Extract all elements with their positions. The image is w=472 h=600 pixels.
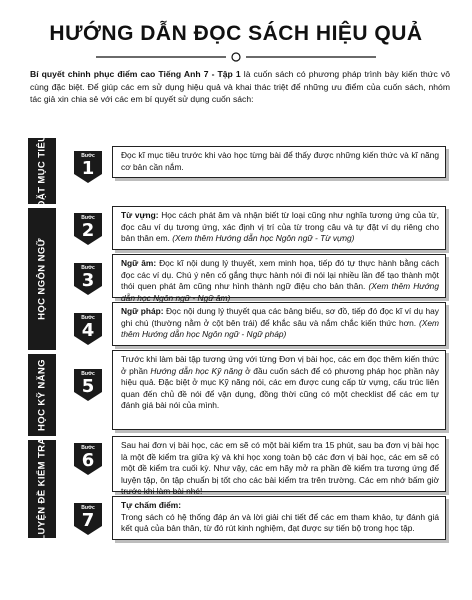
section-label: ĐẶT MỤC TIÊU (36, 134, 48, 208)
step-number: 6 (81, 450, 95, 471)
section-band-language (28, 208, 56, 350)
step-5-box (112, 350, 446, 430)
step-6-text: Sau hai đơn vị bài học, các em sẽ có một bài kiểm tra 15 phút, sau ba đơn vị bài học là một đề kiểm tra giữa kỳ và khi học xong toàn bộ các đơn vị bài học, các em sẽ có một đề kiểm tra cuối kỳ. Như vậy, các em hãy mở ra phần đề kiểm tra tương ứng để luyện tập, ôn tập chuẩn bị tốt cho các bài kiểm tra trên trường. Các em nhớ bấm giờ trước khi làm bài nhé! (121, 440, 439, 496)
step-2-text: Học cách phát âm và nhận biết từ loại cũng như nghĩa tương ứng của từ, đọc câu ví dụ tương ứng, xác định vị trí của từ trong câu và tự đặt ví dụ riêng cho bản thân em. (121, 210, 439, 243)
step-3-text: Đọc kĩ nội dung lý thuyết, xem minh họa, tiếp đó tự thực hành bằng cách đọc các ví dụ. Chú ý nên cố gắng thực hành nói đi nói lại nhiều lần để tạo thành một thói quen phát âm cũng như hình thành ngữ điệu cho bản thân. (121, 258, 439, 291)
step-4-note: (Xem thêm Hướng dẫn học Ngôn ngữ - Ngữ pháp) (121, 317, 439, 339)
step-7-text: Trong sách có hệ thống đáp án và lời giải chi tiết để các em tham khảo, tự đánh giá kết quả của bản thân, từ đó rút kinh nghiệm, đạt được sự tiến bộ trong học tập. (121, 511, 439, 533)
step-4-box (112, 302, 446, 346)
step-number: 5 (81, 376, 95, 397)
step-number: 1 (81, 158, 95, 179)
intro-text: là cuốn sách có phương pháp trình bày kiến thức vô cùng đặc biệt. Để giúp các em sử dụng hiệu quả và khai thác triệt để những ưu điểm của cuốn sách, nhóm tác giả xin chia sẻ với các em bí quyết sử dụng cuốn sách: (30, 69, 450, 104)
section-label: HỌC NGÔN NGỮ (36, 238, 48, 320)
section-band-set-goals (28, 134, 56, 208)
step-badge-7: Bước 7 (72, 502, 104, 536)
step-3-note: (Xem thêm Hướng dẫn học Ngôn ngữ - Ngữ âm) (121, 281, 439, 303)
step-number: 3 (81, 270, 95, 291)
section-label: LUYỆN ĐỀ KIỂM TRA (36, 437, 48, 541)
step-2-heading: Từ vựng: (121, 210, 159, 220)
step-number: 2 (81, 220, 95, 241)
step-5-italic: Hướng dẫn học Kỹ năng (150, 365, 243, 376)
section-band-tests (28, 437, 56, 541)
step-4-text: Đọc nội dung lý thuyết qua các bảng biểu, sơ đồ, tiếp đó đọc kĩ ví dụ hay ghi chú (thường nằm ở cột bên trái) để khắc sâu và nắm chắc kiến thức hơn. (121, 306, 439, 328)
step-2-box (112, 206, 446, 250)
section-band-skills (28, 354, 56, 436)
step-5-text-a: Trước khi làm bài tập tương ứng với từng Đơn vị bài học, các em đọc thêm kiến thức ở phần (121, 354, 439, 376)
step-number: 4 (81, 320, 95, 341)
step-1-text: Đọc kĩ mục tiêu trước khi vào học từng bài để thấy được những kiến thức và kĩ năng cơ bản cần nắm. (121, 150, 439, 172)
title-divider-ornament (96, 52, 376, 62)
step-badge-1: Bước 1 (72, 150, 104, 184)
intro-book-title: Bí quyết chinh phục điểm cao Tiếng Anh 7 - Tập 1 (30, 69, 241, 79)
step-2-note: (Xem thêm Hướng dẫn học Ngôn ngữ - Từ vựng) (172, 233, 355, 243)
step-badge-3: Bước 3 (72, 262, 104, 296)
intro-paragraph (30, 68, 450, 106)
page-title: HƯỚNG DẪN ĐỌC SÁCH HIỆU QUẢ (49, 22, 423, 45)
step-3-box (112, 254, 446, 303)
step-badge-6: Bước 6 (72, 442, 104, 476)
step-1-box (112, 146, 446, 178)
step-badge-4: Bước 4 (72, 312, 104, 346)
step-7-box (112, 496, 446, 540)
step-number: 7 (81, 510, 95, 531)
section-label: HỌC KỸ NĂNG (36, 359, 48, 431)
step-7-heading: Tự chấm điểm: (121, 500, 182, 510)
step-badge-5: Bước 5 (72, 368, 104, 402)
step-3-heading: Ngữ âm: (121, 258, 157, 268)
step-5-text-b: ở đầu cuốn sách để có phương pháp học phần này hiệu quả. Đặc biệt ở mục Kỹ năng nói, các em được cung cấp từ vựng, cấu trúc liên quan đến chủ đề nói để vận dụng, đồng thời cũng có một checklist để các em tự đánh giá bài nói của mình. (121, 365, 439, 410)
step-badge-2: Bước 2 (72, 212, 104, 246)
step-4-heading: Ngữ pháp: (121, 306, 164, 316)
step-6-box (112, 436, 446, 496)
